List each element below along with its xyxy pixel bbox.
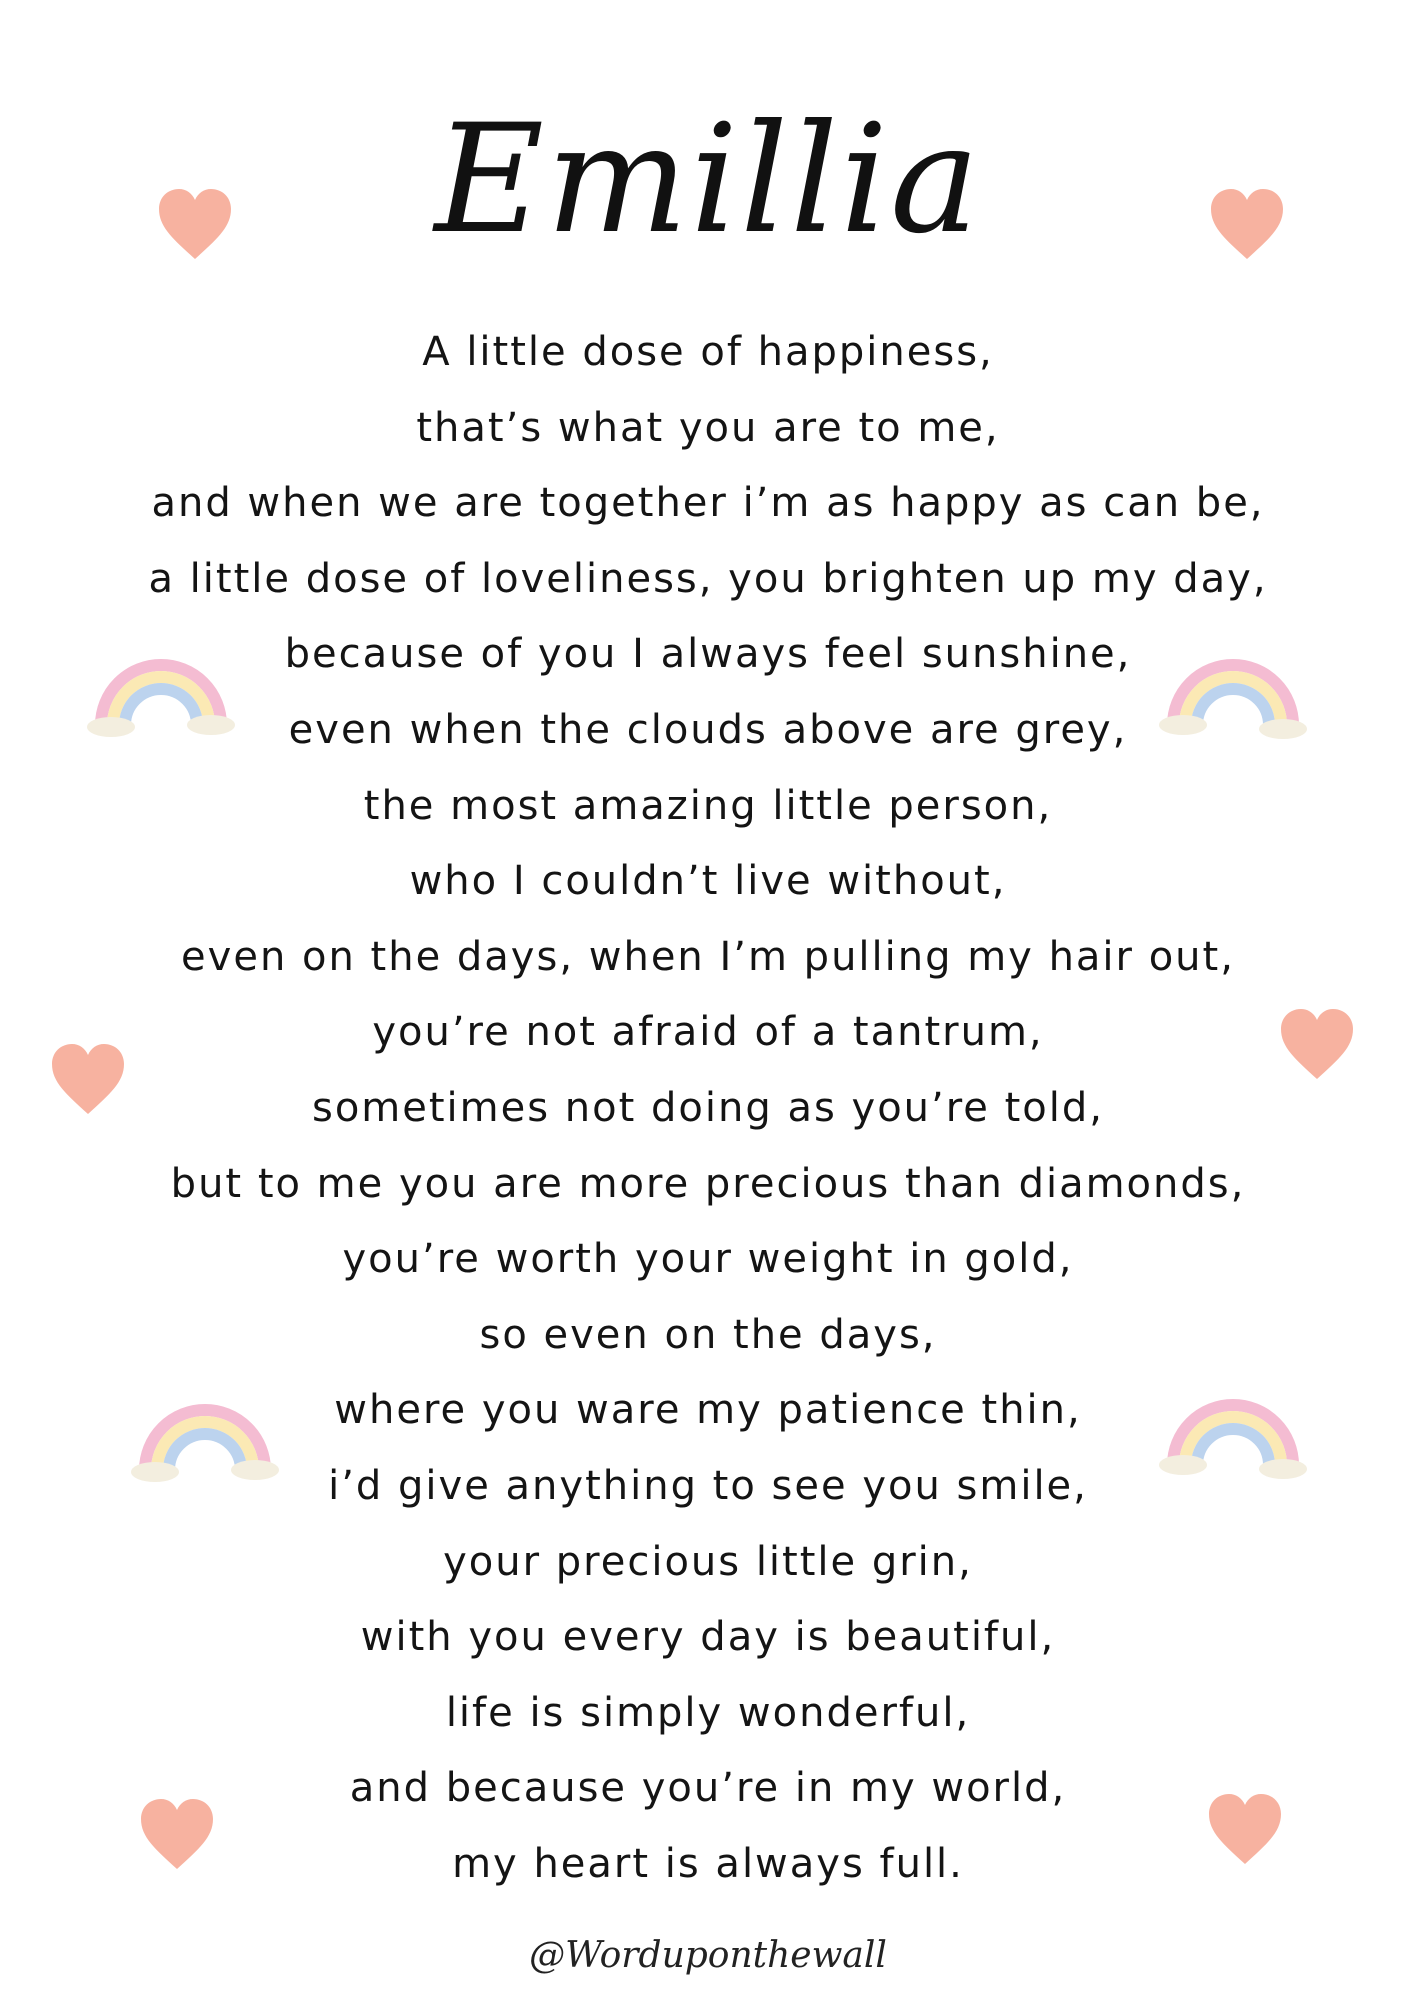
poem-line: A little dose of happiness, xyxy=(422,329,994,375)
poem-line: so even on the days, xyxy=(479,1311,937,1358)
heart-icon xyxy=(1207,185,1287,263)
rainbow-icon xyxy=(86,645,236,740)
heart-icon xyxy=(48,1040,128,1118)
heart-icon xyxy=(1205,1790,1285,1868)
poem-line: my heart is always full. xyxy=(452,1840,964,1887)
poem-line: but to me you are more precious than diamonds, xyxy=(170,1160,1246,1207)
poem-line: i’d give anything to see you smile, xyxy=(328,1462,1088,1509)
poem-line: even on the days, when I’m pulling my hair out, xyxy=(181,933,1235,980)
poem-line: your precious little grin, xyxy=(443,1538,973,1585)
poem-line: you’re worth your weight in gold, xyxy=(342,1236,1074,1283)
poem-line: where you ware my patience thin, xyxy=(334,1387,1082,1434)
page-title: Emillia xyxy=(434,93,982,267)
poem-line: the most amazing little person, xyxy=(363,782,1053,829)
poem-line: you’re not afraid of a tantrum, xyxy=(372,1009,1044,1056)
poem-line: with you every day is beautiful, xyxy=(360,1614,1056,1661)
poem-line: and when we are together i’m as happy as can be, xyxy=(151,480,1265,527)
poem-line: who I couldn’t live without, xyxy=(409,858,1007,905)
poem-line: sometimes not doing as you’re told, xyxy=(311,1084,1104,1131)
poem-line: even when the clouds above are grey, xyxy=(288,706,1128,753)
rainbow-icon xyxy=(1158,1385,1308,1480)
rainbow-icon xyxy=(130,1390,280,1485)
poem-line: a little dose of loveliness, you brighten up my day, xyxy=(148,555,1268,602)
poem-line: because of you I always feel sunshine, xyxy=(284,631,1132,678)
heart-icon xyxy=(155,185,235,263)
rainbow-icon xyxy=(1158,645,1308,740)
poem-line: that’s what you are to me, xyxy=(416,404,1000,451)
footer-handle: @Worduponthewall xyxy=(529,1935,887,1976)
poem-line: and because you’re in my world, xyxy=(349,1765,1067,1812)
heart-icon xyxy=(137,1795,217,1873)
poem-line: life is simply wonderful, xyxy=(445,1689,971,1736)
heart-icon xyxy=(1277,1005,1357,1083)
poem-body xyxy=(0,315,1416,1902)
